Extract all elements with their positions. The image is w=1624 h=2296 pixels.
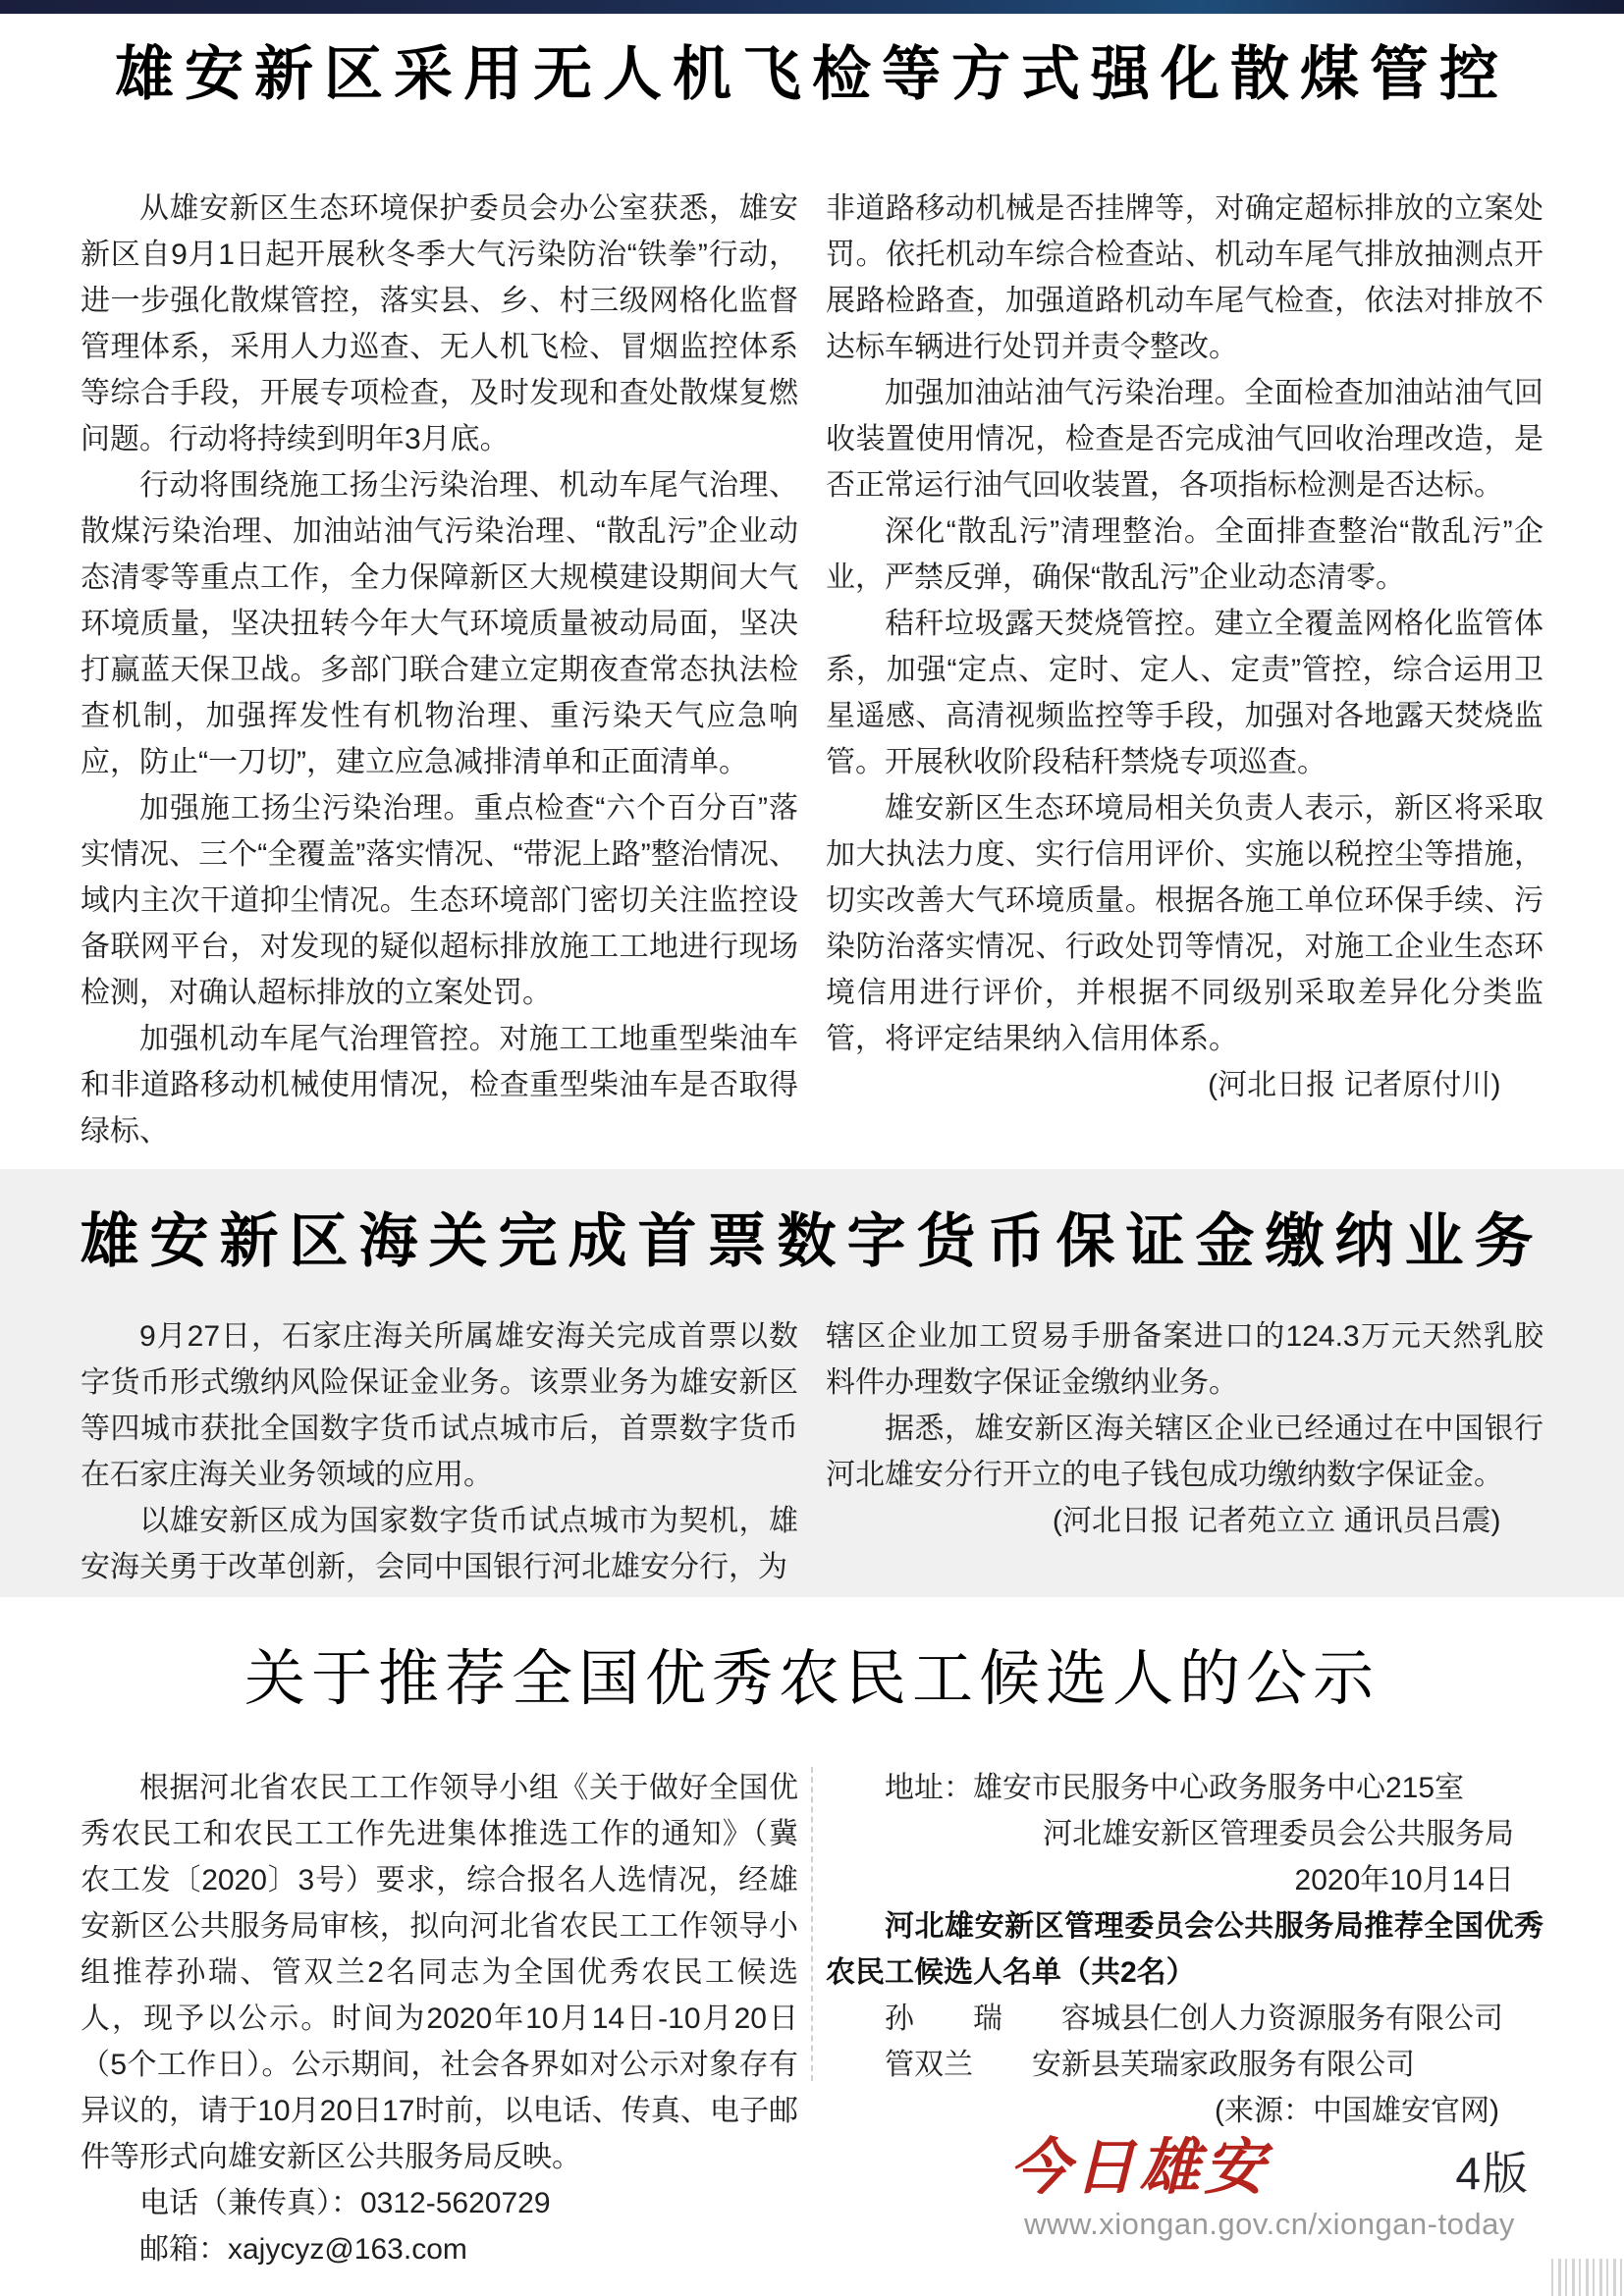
paragraph-body: 以雄安新区成为国家数字货币试点城市为契机，雄安海关勇于改革创新，会同中国银行河北雄安分行，为 <box>81 1504 798 1583</box>
paragraph-body: 加强施工扬尘污染治理。重点检查“六个百分百”落实情况、三个“全覆盖”落实情况、“带泥上路”整治情况、域内主次干道抑尘情况。生态环境部门密切关注监控设备联网平台，对发现的疑似超标排放施工工地进行现场检测，对确认超标排放的立案处罚。 <box>81 791 798 1009</box>
paragraph-body: 9月27日，石家庄海关所属雄安海关完成首票以数字货币形式缴纳风险保证金业务。该票业务为雄安新区等四城市获批全国数字货币试点城市后，首票数字货币在石家庄海关业务领域的应用。 <box>81 1319 798 1491</box>
paragraph-body: 雄安新区生态环境局相关负责人表示，新区将采取加大执法力度、实行信用评价、实施以税控尘等措施，切实改善大气环境质量。根据各施工单位环保手续、污染防治落实情况、行政处罚等情况，对施工企业生态环境信用进行评价，并根据不同级别采取差异化分类监管，将评定结果纳入信用体系。 <box>826 791 1543 1055</box>
article-coal-control-right-column <box>826 186 1543 1154</box>
paragraph-byline: (河北日报 记者苑立立 通讯员吕震) <box>1052 1504 1501 1537</box>
paragraph-body: 从雄安新区生态环境保护委员会办公室获悉，雄安新区自9月1日起开展秋冬季大气污染防治“铁拳”行动，进一步强化散煤管控，落实县、乡、村三级网格化监督管理体系，采用人力巡查、无人机飞检、冒烟监控体系等综合手段，开展专项检查，及时发现和查处散煤复燃问题。行动将持续到明年3月底。 <box>81 191 798 455</box>
article-digital-currency-left-column <box>81 1313 798 1590</box>
paragraph-list-item: 孙 瑞 容城县仁创人力资源服务有限公司 <box>885 2002 1503 2036</box>
paragraph-contact: 电话（兼传真）：0312-5620729 <box>139 2187 551 2220</box>
barcode-decoration <box>1551 2259 1624 2296</box>
paragraph-right: 2020年10月14日 <box>1294 1864 1514 1897</box>
paragraph-source: (来源：中国雄安官网) <box>1215 2095 1499 2128</box>
page-number-label: 4版 <box>1455 2148 1530 2200</box>
article-digital-currency-columns <box>0 1313 1624 1590</box>
website-url: www.xiongan.gov.cn/xiongan-today <box>1024 2207 1515 2241</box>
paragraph-body: 据悉，雄安新区海关辖区企业已经通过在中国银行河北雄安分行开立的电子钱包成功缴纳数字保证金。 <box>826 1412 1543 1491</box>
paragraph-body: 根据河北省农民工工作领导小组《关于做好全国优秀农民工和农民工工作先进集体推选工作的通知》（冀农工发〔2020〕3号）要求，综合报名人选情况，经雄安新区公共服务局审核，拟向河北省农民工工作领导小组推荐孙瑞、管双兰2名同志为全国优秀农民工候选人，现予以公示。时间为2020年10月14日-10月20日（5个工作日）。公示期间，社会各界如对公示对象存有异议的，请于10月20日17时前，以电话、传真、电子邮件等形式向雄安新区公共服务局反映。 <box>81 1772 798 2174</box>
top-gradient-bar <box>0 0 1624 14</box>
article-digital-currency-right-column <box>826 1313 1543 1590</box>
paragraph-contact: 邮箱：xajycyz@163.com <box>139 2233 467 2267</box>
paragraph-body: 加强加油站油气污染治理。全面检查加油站油气回收装置使用情况，检查是否完成油气回收治理改造，是否正常运行油气回收装置，各项指标检测是否达标。 <box>826 376 1543 502</box>
article-digital-currency <box>0 1169 1624 1597</box>
paragraph-byline: (河北日报 记者原付川) <box>1208 1068 1501 1101</box>
paragraph-body: 加强机动车尾气治理管控。对施工工地重型柴油车和非道路移动机械使用情况，检查重型柴油车是否取得绿标、 <box>81 1022 798 1148</box>
column-divider-dashed-line <box>811 1767 813 2081</box>
paragraph-right: 河北雄安新区管理委员会公共服务局 <box>1043 1818 1514 1851</box>
paragraph-body: 地址：雄安市民服务中心政务服务中心215室 <box>885 1772 1465 1805</box>
article-public-notice-title: 关于推荐全国优秀农民工候选人的公示 <box>244 1645 1380 1713</box>
article-coal-control-title: 雄安新区采用无人机飞检等方式强化散煤管控 <box>115 41 1509 107</box>
paragraph-list-header: 河北雄安新区管理委员会公共服务局推荐全国优秀农民工候选人名单（共2名） <box>826 1910 1543 1990</box>
paragraph-list-item: 管双兰 安新县芙瑞家政服务有限公司 <box>885 2049 1415 2082</box>
paragraph-body: 秸秆垃圾露天焚烧管控。建立全覆盖网格化监管体系，加强“定点、定时、定人、定责”管控，综合运用卫星遥感、高清视频监控等手段，加强对各地露天焚烧监管。开展秋收阶段秸秆禁烧专项巡查。 <box>826 607 1543 778</box>
paragraph-body: 深化“散乱污”清理整治。全面排查整治“散乱污”企业，严禁反弹，确保“散乱污”企业动态清零。 <box>826 514 1543 594</box>
article-digital-currency-title: 雄安新区海关完成首票数字货币保证金缴纳业务 <box>80 1207 1544 1274</box>
paragraph-body: 行动将围绕施工扬尘污染治理、机动车尾气治理、散煤污染治理、加油站油气污染治理、“散乱污”企业动态清零等重点工作，全力保障新区大规模建设期间大气环境质量，坚决扭转今年大气环境质量被动局面，坚决打赢蓝天保卫战。多部门联合建立定期夜查常态执法检查机制，加强挥发性有机物治理、重污染天气应急响应，防止“一刀切”，建立应急减排清单和正面清单。 <box>81 468 798 778</box>
article-coal-control-columns <box>0 186 1624 1154</box>
paragraph-cont: 辖区企业加工贸易手册备案进口的124.3万元天然乳胶料件办理数字保证金缴纳业务。 <box>826 1319 1543 1399</box>
paragraph-cont: 非道路移动机械是否挂牌等，对确定超标排放的立案处罚。依托机动车综合检查站、机动车尾气排放抽测点开展路检路查，加强道路机动车尾气检查，依法对排放不达标车辆进行处罚并责令整改。 <box>826 191 1543 363</box>
article-coal-control-left-column <box>81 186 798 1154</box>
masthead-logo-text: 今日雄安 <box>1009 2135 1270 2202</box>
page-footer <box>1009 2135 1530 2242</box>
footer-masthead-row <box>1009 2135 1530 2202</box>
article-coal-control <box>0 43 1624 1154</box>
article-public-notice-left-column <box>81 1765 798 2272</box>
